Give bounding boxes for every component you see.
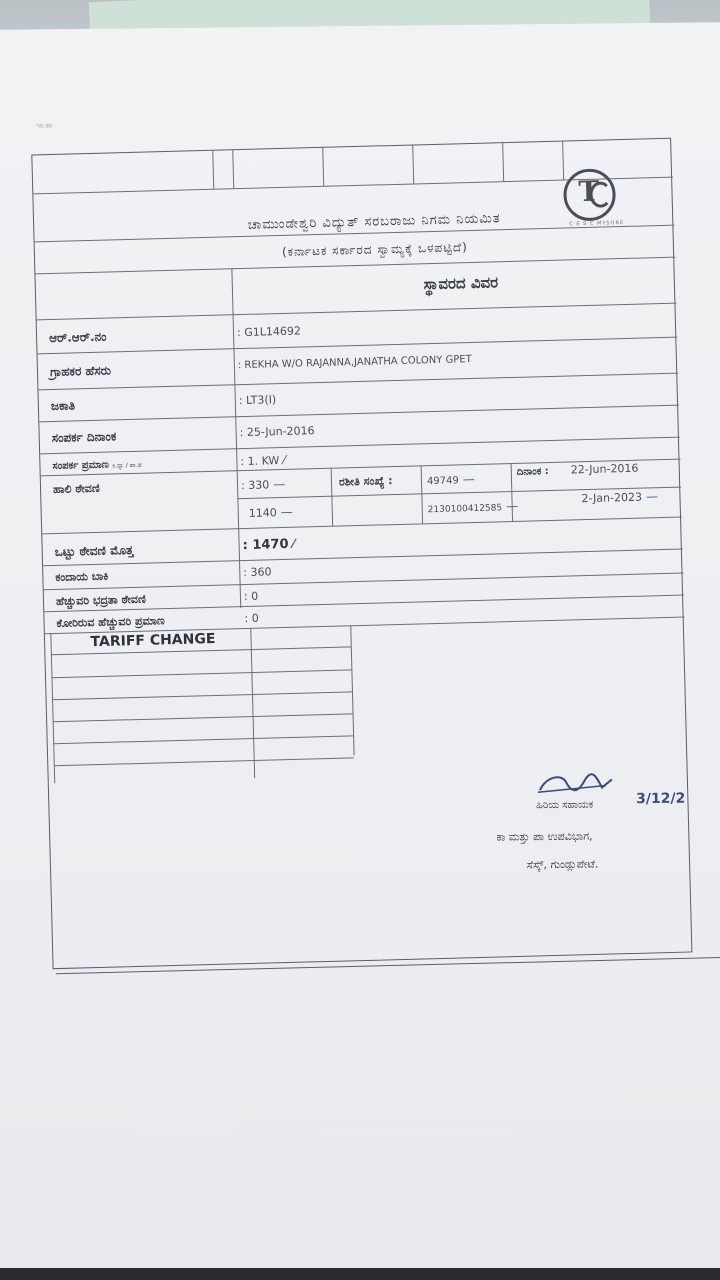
receipt-1: 49749 — <box>426 471 475 488</box>
cesc-logo: T <box>563 168 616 221</box>
rule <box>42 517 682 535</box>
arrears-label: ಕಂದಾಯ ಬಾಕಿ <box>55 569 109 584</box>
sanctioned-load-unit: ಕಿ.ವ್ಯಾ / ಹಾ.ಪ <box>112 461 142 470</box>
sanctioned-load-value: : 1. KW ⁄ <box>240 452 286 469</box>
signature-title: ಹಿರಿಯ ಸಹಾಯಕ <box>536 799 594 812</box>
arrears-value: : 360 <box>243 565 272 580</box>
consumer-name-value: : REKHA W/O RAJANNA,JANATHA COLONY GPET <box>237 354 472 372</box>
rr-no-text: G1L14692 <box>244 324 302 339</box>
tariff-change-label: TARIFF CHANGE <box>90 630 216 651</box>
signature-location: ಸೆಸ್ಕ್, ಗುಂಡ್ಲುಪೇಟೆ. <box>526 857 599 872</box>
additional-deposit-value: : 0 <box>243 589 259 604</box>
logo-caption: C E S C MYSORE <box>569 219 625 228</box>
date-1: 22-Jun-2016 <box>570 461 639 477</box>
connection-date-label: ಸಂಪರ್ಕ ದಿನಾಂಕ <box>51 429 117 446</box>
total-deposit-label: ಒಟ್ಟು ಠೇವಣಿ ಮೊತ್ತ <box>54 542 134 559</box>
section-title: ಸ್ಥಾವರದ ವಿವರ <box>423 273 499 294</box>
consumer-name-label: ಗ್ರಾಹಕರ ಹೆಸರು <box>49 363 112 380</box>
additional-deposit-label: ಹೆಚ್ಚುವರಿ ಭದ್ರತಾ ಠೇವಣಿ <box>55 592 146 608</box>
required-additional-text: 0 <box>251 611 259 625</box>
rr-no-value: : G1L14692 <box>236 324 302 340</box>
required-additional-value: : 0 <box>244 611 259 626</box>
corner-mark: ಇಡಿ ಹಾ <box>35 122 52 130</box>
tariff-label: ಜಕಾತಿ <box>50 398 76 414</box>
rule <box>38 373 678 391</box>
document-paper <box>0 22 720 1280</box>
date-2-text: 2-Jan-2023 <box>581 490 643 506</box>
receipt-2: 2130100412585 — <box>427 498 519 516</box>
rule <box>38 337 678 355</box>
rule <box>44 573 684 591</box>
rule <box>43 549 683 567</box>
rr-no-label: ಆರ್.ಆರ್.ನಂ <box>48 329 107 346</box>
consumer-name-text: REKHA W/O RAJANNA,JANATHA COLONY GPET <box>244 354 472 371</box>
date-label: ದಿನಾಂಕ : <box>516 466 549 478</box>
bottom-edge <box>0 1268 720 1280</box>
sanctioned-load-label <box>52 459 141 472</box>
connection-date-text: 25-Jun-2016 <box>246 424 315 439</box>
total-deposit-text: 1470 <box>252 536 289 553</box>
sanctioned-load-text: 1. KW <box>247 454 280 468</box>
current-deposit-value-1: : 330 — <box>240 476 286 493</box>
receipt-label: ರಶೀತಿ ಸಂಖ್ಯೆ : <box>338 474 393 489</box>
org-subtitle: (ಕರ್ನಾಟಕ ಸರ್ಕಾರದ ಸ್ವಾಮ್ಯಕ್ಕೆ ಒಳಪಟ್ಟಿದೆ) <box>281 240 469 259</box>
sanctioned-load-label-text: ಸಂಪರ್ಕ ಪ್ರಮಾಣ <box>52 459 109 473</box>
current-deposit-text-1: 330 <box>248 478 270 492</box>
handwritten-date: 3/12/2 <box>636 790 686 808</box>
org-name: ಚಾಮುಂಡೇಶ್ವರಿ ವಿದ್ಯುತ್ ಸರಬರಾಜು ನಿಗಮ ನಿಯಮಿತ <box>247 211 501 233</box>
arrears-text: 360 <box>250 565 272 579</box>
total-deposit-value: : 1470 ⁄ <box>242 536 295 554</box>
current-deposit-value-2: 1140 — <box>248 504 293 520</box>
receipt-2-text: 2130100412585 <box>427 503 503 516</box>
required-additional-label: ಕೋರಿರುವ ಹೆಚ್ಚುವರಿ ಪ್ರಮಾಣ <box>56 614 165 630</box>
rule <box>40 437 680 455</box>
date-2: 2-Jan-2023 — <box>581 489 659 506</box>
additional-deposit-text: 0 <box>250 589 259 603</box>
signature-office: ಕಾ ಮತ್ತು ಪಾ ಉಪವಿಭಾಗ, <box>496 829 593 844</box>
rule <box>39 405 679 423</box>
tariff-text: LT3(I) <box>245 393 277 407</box>
signature-block <box>496 774 717 876</box>
tariff-value: : LT3(I) <box>238 393 277 408</box>
connection-date-value: : 25-Jun-2016 <box>239 424 315 440</box>
rule <box>37 303 677 321</box>
current-deposit-text-2: 1140 <box>248 506 277 520</box>
current-deposit-label: ಹಾಲಿ ಠೇವಣಿ <box>52 481 100 497</box>
tariff-change-table <box>50 625 354 783</box>
receipt-1-text: 49749 <box>426 475 459 488</box>
